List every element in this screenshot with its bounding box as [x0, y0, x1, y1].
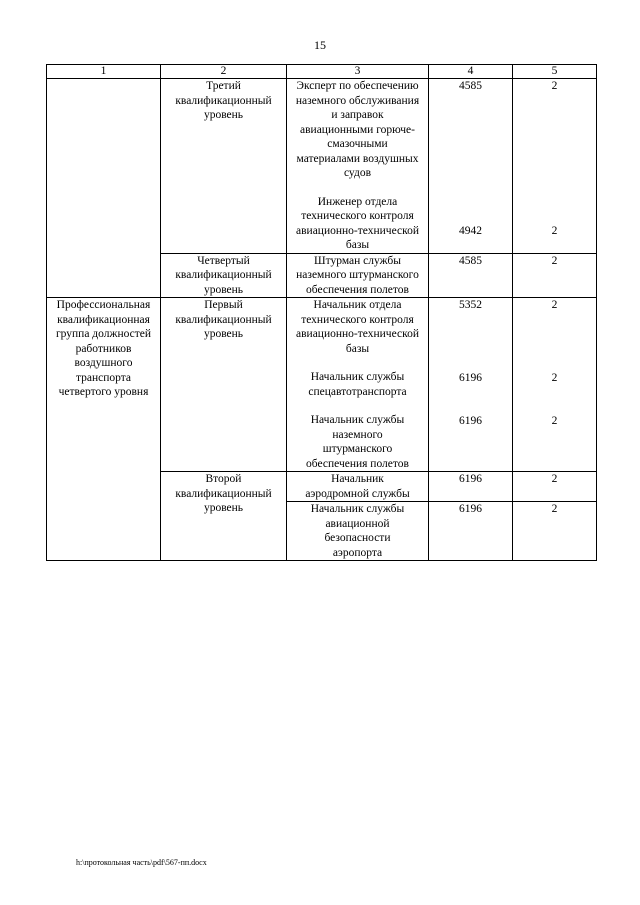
position-cell — [287, 502, 429, 561]
position-label: Штурман службы наземного штурманского обеспечения полетов — [296, 254, 419, 296]
group-cell — [47, 298, 161, 561]
salary-cell: 4585 — [429, 253, 513, 298]
position-label: Начальник службы авиационной безопасности аэропорта — [310, 503, 405, 559]
salary-value: 6196 — [459, 371, 482, 384]
position-label: Эксперт по обеспечению наземного обслуживания и заправок авиационными горюче-смазочными материалами воздушных судов — [295, 80, 420, 179]
coef-cell: 2 — [513, 472, 597, 502]
salary-cell: 6196 — [429, 472, 513, 502]
position-label: Инженер отдела технического контроля авиационно-технической базы — [296, 195, 419, 251]
coef-value: 2 — [551, 224, 558, 237]
salary-value: 5352 — [459, 299, 482, 311]
position-label: Начальник аэродромной службы — [305, 473, 410, 500]
position-label: Начальник службы наземного штурманского обеспечения полетов — [306, 414, 409, 470]
header-col-1: 1 — [47, 65, 161, 79]
level-cell — [161, 253, 287, 298]
level-cell — [161, 472, 287, 561]
header-col-3: 3 — [287, 65, 429, 79]
header-col-2: 2 — [161, 65, 287, 79]
coef-value: 2 — [551, 299, 558, 311]
coef-cell: 2 — [513, 253, 597, 298]
coef-cell — [513, 79, 597, 254]
table-row — [47, 298, 597, 472]
group-cell-continued — [47, 79, 161, 298]
level-cell — [161, 79, 287, 254]
level-cell — [161, 298, 287, 472]
coef-value: 2 — [551, 80, 558, 92]
header-col-4: 4 — [429, 65, 513, 79]
position-label: Начальник службы спецавтотранспорта — [308, 371, 407, 398]
position-cell — [287, 472, 429, 502]
header-col-5: 5 — [513, 65, 597, 79]
coef-value: 2 — [551, 415, 558, 427]
header-row — [47, 65, 597, 79]
coef-value: 2 — [551, 371, 558, 384]
group-label: Профессиональная квалификационная группа должностей работников воздушного транспорта четвертого уровня — [55, 299, 152, 398]
salary-value: 4585 — [459, 80, 482, 92]
position-cell — [287, 79, 429, 254]
footer-file-path: h:\протокольная часть\pdf\567-пп.docx — [76, 858, 207, 867]
coef-cell — [513, 298, 597, 472]
level-label: Четвертый квалификационный уровень — [175, 254, 272, 296]
coef-cell: 2 — [513, 502, 597, 561]
salary-cell: 6196 — [429, 502, 513, 561]
salary-value: 4942 — [459, 224, 482, 237]
position-label: Начальник отдела технического контроля авиационно-технической базы — [296, 299, 419, 355]
salary-cell — [429, 79, 513, 254]
position-cell — [287, 298, 429, 472]
page-number: 15 — [314, 38, 326, 52]
level-label: Второй квалификационный уровень — [175, 473, 272, 514]
table-row — [47, 79, 597, 254]
salary-table — [46, 64, 597, 561]
position-cell — [287, 253, 429, 298]
salary-value: 6196 — [459, 415, 482, 427]
level-label: Третий квалификационный уровень — [175, 80, 272, 121]
level-label: Первый квалификационный уровень — [175, 299, 272, 340]
salary-cell — [429, 298, 513, 472]
